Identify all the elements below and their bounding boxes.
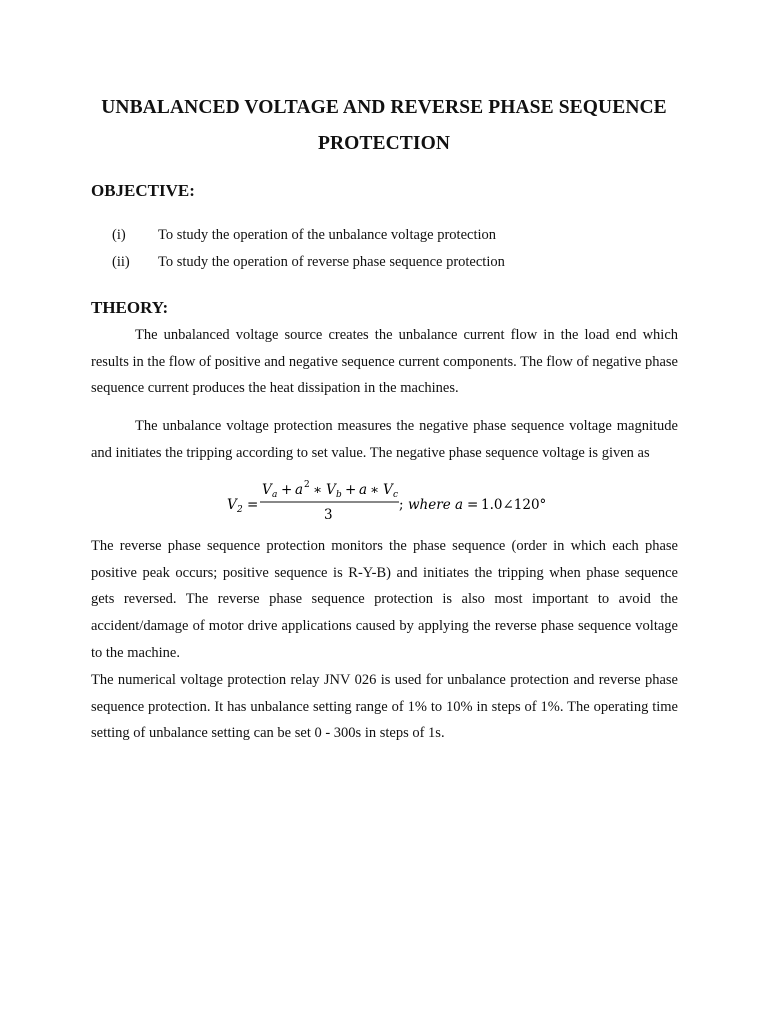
theory-paragraph-2: The unbalance voltage protection measures the negative phase sequence voltage magnitude and initiates the tripping according to set value. The negative phase sequence voltage is given as [91,418,678,461]
formula-num-star2: ∗ [370,482,380,498]
formula-num-plus2: + [345,482,357,498]
formula-where: where a [408,497,464,513]
formula-num-a2: a [359,482,368,498]
theory-paragraph-3: The reverse phase sequence protection monitors the phase sequence (order in which each phase positive peak occurs; positive sequence is R-Y-B) and initiates the tripping when phase sequence gets reversed. The reverse phase sequence protection is also most important to avoid the accident/damage of motor drive applications caused by applying the reverse phase sequence voltage to the machine. [91,538,678,661]
title-line-2: PROTECTION [317,133,451,154]
theory-paragraph-4: The numerical voltage protection relay JNV 026 is used for unbalance protection and reverse phase sequence protection. It has unbalance setting range of 1% to 10% in steps of 1%. The operating time setting of unbalance setting can be set 0 - 300s in steps of 1s. [91,672,678,742]
objective-item [112,227,496,244]
formula-num-star1: ∗ [313,482,323,498]
formula-num-vc-sub: c [393,490,399,500]
formula-num-va: V [262,482,272,498]
objective-item [112,254,505,271]
formula-value: 1.0∠120° [481,497,547,513]
formula-lhs-sub: 2 [237,505,243,515]
formula-semicolon: ; [399,497,404,513]
objective-item-text: To study the operation of the unbalance voltage protection [158,227,497,243]
theory-paragraph-1: The unbalanced voltage source creates the unbalance current flow in the load end which results in the flow of positive and negative sequence current components. The flow of negative phase sequence current produces the heat dissipation in the machines. [91,327,678,397]
formula-num-a: a [295,482,304,498]
objective-item-text: To study the operation of reverse phase sequence protection [158,254,505,270]
theory-heading: THEORY: [91,298,169,317]
formula-num-vb-sub: b [336,490,342,500]
formula-equals2: = [467,497,479,513]
formula-num-vc: V [383,482,393,498]
objective-item-number: (i) [112,227,126,243]
negative-sequence-formula [227,478,557,526]
objective-item-number: (ii) [112,254,130,270]
formula-num-plus1: + [281,482,293,498]
formula-graphic [227,478,557,526]
document-title [60,90,708,162]
formula-num-a-sup: 2 [304,480,310,490]
formula-num-va-sub: a [272,490,278,500]
objective-heading: OBJECTIVE: [91,181,195,200]
title-line-1: UNBALANCED VOLTAGE AND REVERSE PHASE SEQUENCE [101,97,667,118]
formula-num-vb: V [326,482,336,498]
formula-equals: = [247,497,259,513]
formula-denominator: 3 [324,507,333,523]
formula-lhs-var: V [227,497,237,513]
